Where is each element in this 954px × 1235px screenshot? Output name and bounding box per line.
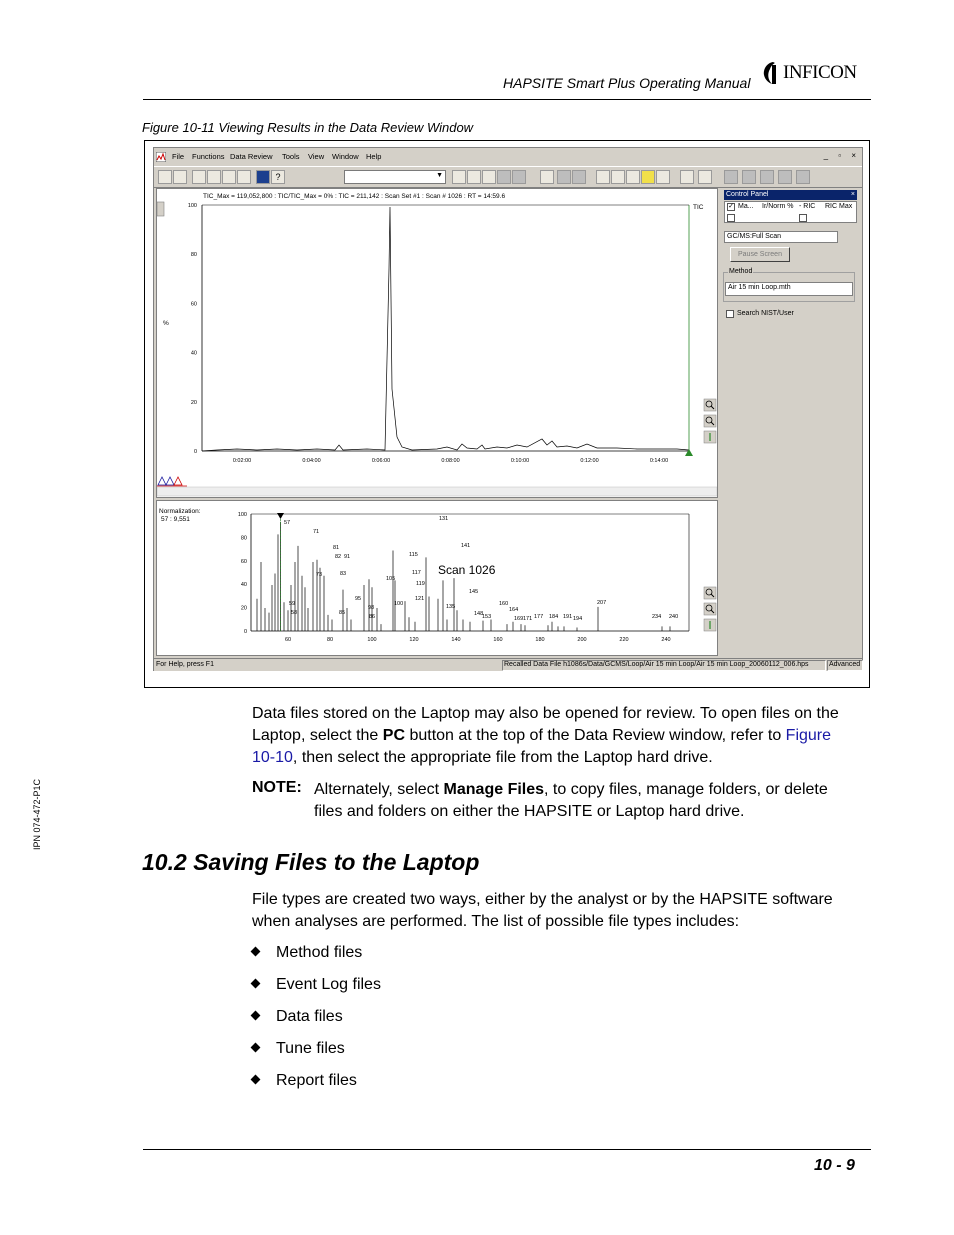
peak-label: 131 — [439, 516, 449, 522]
print-icon[interactable] — [237, 170, 251, 184]
chrom-ytick-label: 80 — [190, 252, 197, 259]
tic-label: TIC — [693, 204, 704, 211]
chrom-xtick-label: 0:08:00 — [441, 458, 460, 464]
nav-icon — [760, 170, 774, 184]
about-icon[interactable] — [256, 170, 270, 184]
chromatogram-pane — [156, 188, 718, 498]
scan-mode-field: GC/MS:Full Scan — [724, 231, 838, 243]
disabled-tool-icon — [497, 170, 511, 184]
spec-xtick-label: 120 — [409, 637, 419, 643]
list-item-text: Event Log files — [276, 976, 381, 993]
status-bar — [154, 658, 862, 671]
inficon-logo — [761, 61, 873, 85]
peak-label: 148 — [474, 611, 484, 617]
peak-label: 234 — [652, 614, 662, 620]
figure-caption: Figure 10-11 Viewing Results in the Data Review Window — [142, 120, 474, 135]
zoom-reset-icon[interactable] — [704, 431, 716, 443]
tic-header: TIC_Max = 119,052,800 : TIC/TIC_Max = 0% : TIC = 211,142 : Scan Set #1 : Scan # 1026 : RT = 14:59.6 — [203, 193, 506, 200]
menu-window[interactable]: Window — [332, 152, 359, 161]
list-item-text: Data files — [276, 1008, 343, 1025]
peak-label: 71 — [313, 529, 320, 535]
chrom-xtick-label: 0:02:00 — [232, 458, 252, 464]
menu-file[interactable]: File — [172, 152, 185, 161]
nav-icon — [724, 170, 738, 184]
paragraph-open-files — [252, 703, 872, 769]
bullet-icon — [251, 979, 261, 989]
chromatogram-icon[interactable] — [467, 170, 481, 184]
spec-xtick-label: 80 — [326, 637, 334, 643]
chrom-ytick-label: 100 — [187, 203, 197, 209]
footer-rule — [143, 1149, 871, 1150]
settings-icon[interactable] — [207, 170, 221, 184]
peak-label: 59 — [289, 601, 296, 607]
list-item-text: Report files — [276, 1072, 357, 1089]
menu-tools[interactable]: Tools — [282, 152, 300, 161]
spec-ytick-label: 100 — [237, 512, 247, 518]
zoom-out-icon[interactable] — [704, 603, 716, 615]
method-combo[interactable]: ▼ — [344, 170, 446, 184]
peak-label: 141 — [461, 543, 471, 549]
file-up-icon[interactable] — [680, 170, 694, 184]
chrom-ytick-label: 20 — [190, 399, 197, 406]
list-item — [252, 1072, 357, 1090]
scan-label: Scan 1026 — [438, 563, 496, 577]
chromatogram-plot — [157, 189, 717, 497]
data-review-screenshot — [144, 140, 870, 688]
note-label: NOTE: — [252, 779, 302, 796]
col-ric-max: RIC Max — [825, 203, 853, 210]
file-down-icon[interactable] — [698, 170, 712, 184]
peak-label: 95 — [355, 596, 362, 602]
chrom-ytick-label: 0 — [193, 449, 197, 455]
compare-icon[interactable] — [611, 170, 625, 184]
peak-label: 119 — [416, 581, 425, 587]
chrom-xtick-label: 0:10:00 — [510, 458, 530, 464]
col-mass: Ma... — [738, 203, 754, 210]
peak-label: 153 — [482, 614, 492, 620]
peak-label: 85 — [339, 610, 346, 616]
list-item-text: Tune files — [276, 1040, 345, 1057]
bullet-icon — [251, 1075, 261, 1085]
chrom-xtick-label: 0:04:00 — [302, 458, 321, 464]
paragraph-text: Laptop, select the — [252, 727, 383, 744]
list-item — [252, 944, 362, 962]
section-heading: 10.2 Saving Files to the Laptop — [142, 849, 480, 875]
save-icon[interactable] — [192, 170, 206, 184]
peak-label: 105 — [386, 576, 396, 582]
col-ric: - RIC — [799, 203, 816, 210]
paragraph-line: when analyses are performed. The list of possible file types includes: — [252, 913, 740, 930]
menu-data-review[interactable]: Data Review — [230, 152, 273, 161]
peak-label: 81 — [333, 545, 340, 551]
peak-label: 240 — [669, 614, 679, 620]
peak-label: 207 — [597, 600, 607, 606]
list-item — [252, 1040, 345, 1058]
spectrum-pane — [156, 500, 718, 656]
peak-label: 145 — [469, 589, 479, 595]
data-review-window — [153, 147, 863, 671]
triangle-markers-icon[interactable] — [157, 477, 187, 486]
paragraph-line: File types are created two ways, either by the analyst or by the HAPSITE software — [252, 891, 833, 908]
mass-checkbox[interactable]: ✓ — [728, 203, 734, 210]
bullet-icon — [251, 947, 261, 957]
method-field: Air 15 min Loop.mth — [725, 282, 853, 296]
chrom-scrollbar[interactable] — [157, 487, 717, 496]
chrom-xtick-label: 0:14:00 — [649, 458, 669, 464]
menu-help[interactable]: Help — [366, 152, 382, 161]
control-panel-title — [724, 190, 857, 200]
peak-label: 91 — [344, 554, 351, 560]
paragraph-line — [252, 747, 872, 769]
warning-icon[interactable] — [641, 170, 655, 184]
logo-text: INFICON — [783, 62, 857, 83]
spec-ytick-label: 40 — [240, 582, 247, 589]
search-nist-label: Search NIST/User — [737, 310, 794, 317]
zoom-reset-icon[interactable] — [704, 619, 716, 631]
control-panel-header — [724, 201, 857, 223]
method-group-label: Method — [729, 268, 753, 275]
disabled-tool-icon — [572, 170, 586, 184]
bullet-icon — [251, 1043, 261, 1053]
chrom-xtick-label: 0:12:00 — [580, 458, 599, 464]
control-panel — [720, 188, 862, 658]
peak-label: 160 — [499, 601, 509, 607]
chrom-xtick-label: 0:06:00 — [371, 458, 391, 464]
spec-xtick-label: 140 — [451, 637, 461, 643]
spec-xtick-label: 240 — [661, 637, 671, 643]
spec-xtick-label: 100 — [367, 637, 377, 643]
menu-view[interactable]: View — [308, 152, 325, 161]
normalization-label: Normalization: — [159, 508, 201, 515]
window-controls[interactable]: _ ▫ × — [823, 151, 860, 160]
search-nist-checkbox[interactable] — [726, 310, 734, 318]
toolbar — [154, 166, 862, 188]
pause-screen-button[interactable]: Pause Screen — [730, 247, 790, 262]
peak-label: 117 — [412, 570, 421, 576]
spec-ytick-label: 60 — [240, 558, 247, 565]
spec-ytick-label: 20 — [240, 605, 247, 612]
peak-label: 58 — [291, 610, 298, 616]
status-mode: Advanced — [829, 661, 861, 668]
header-rule — [143, 99, 871, 100]
peak-label: 171 — [523, 616, 533, 622]
peak-label: 86 — [369, 614, 376, 620]
nist-icon[interactable] — [626, 170, 640, 184]
chrom-ytick-label: 60 — [190, 301, 197, 308]
paragraph-file-types — [252, 889, 872, 933]
peak-label: 98 — [368, 605, 375, 611]
nav-icon — [742, 170, 756, 184]
close-icon[interactable]: × — [850, 191, 855, 198]
paragraph-text: button at the top of the Data Review window, refer to — [405, 727, 786, 744]
scan-marker — [277, 513, 284, 519]
chrom-ytick-label: 40 — [190, 350, 197, 357]
disabled-tool-icon — [557, 170, 571, 184]
spec-xtick-label: 60 — [284, 637, 292, 643]
spec-xtick-label: 180 — [535, 637, 545, 643]
figure-link-number[interactable]: 10-10 — [252, 749, 293, 766]
manage-files-ref: Manage Files — [443, 781, 545, 798]
nav-icon — [796, 170, 810, 184]
list-item — [252, 1008, 343, 1026]
spec-ytick-label: 0 — [243, 629, 247, 635]
paragraph-text: , then select the appropriate file from the Laptop hard drive. — [292, 749, 713, 766]
row-checkbox[interactable] — [727, 214, 735, 222]
zoom-in-icon[interactable] — [704, 587, 716, 599]
page-number: 10 - 9 — [814, 1157, 855, 1174]
note-line — [314, 779, 870, 801]
note-text: Alternately, select — [314, 781, 444, 798]
status-file: Recalled Data File h1086s/Data/GCMS/Loop/Air 15 min Loop/Air 15 min Loop_20060112_006.hps — [504, 661, 809, 668]
library-icon[interactable] — [482, 170, 496, 184]
col-norm: Ir/Norm % — [762, 203, 794, 210]
bullet-icon — [251, 1011, 261, 1021]
list-item — [252, 976, 381, 994]
disabled-tool-icon — [512, 170, 526, 184]
peak-label: 115 — [409, 552, 418, 558]
note-body — [314, 779, 870, 823]
normalization-value: 57 : 9,551 — [161, 516, 190, 523]
spec-xtick-label: 220 — [619, 637, 629, 643]
peak-icon[interactable] — [452, 170, 466, 184]
export-icon[interactable] — [222, 170, 236, 184]
peak-label: 83 — [340, 571, 347, 577]
peak-label: 184 — [549, 614, 559, 620]
spec-ytick-label: 80 — [240, 535, 247, 542]
menu-bar — [154, 148, 862, 166]
pc-button-ref: PC — [382, 727, 405, 744]
peak-label: 164 — [509, 607, 519, 613]
nav-icon — [778, 170, 792, 184]
spectrum-icon[interactable] — [596, 170, 610, 184]
inficon-logo-icon — [761, 61, 781, 85]
peak-label: 100 — [394, 601, 404, 607]
peak-label: 194 — [573, 616, 583, 622]
spec-xtick-label: 200 — [577, 637, 587, 643]
menu-functions[interactable]: Functions — [192, 152, 225, 161]
peak-label: 73 — [316, 572, 323, 578]
zoom-out-icon[interactable] — [704, 415, 716, 427]
peak-label: 121 — [415, 596, 425, 602]
mass-spectrum-plot — [157, 501, 717, 655]
list-item-text: Method files — [276, 944, 363, 961]
peak-label: 169 — [514, 616, 524, 622]
open-folder-icon[interactable] — [158, 170, 172, 184]
document-code: IPN 074-472-P1C — [32, 778, 42, 850]
peak-label: 82 — [335, 554, 342, 560]
zoom-in-icon[interactable] — [704, 399, 716, 411]
peak-label: 191 — [563, 614, 573, 620]
ric-checkbox[interactable] — [799, 214, 807, 222]
spec-xtick-label: 160 — [493, 637, 503, 643]
manual-title: HAPSITE Smart Plus Operating Manual — [503, 75, 751, 91]
paragraph-line: Data files stored on the Laptop may also be opened for review. To open files on the — [252, 705, 839, 722]
note-line: files and folders on either the HAPSITE or Laptop hard drive. — [314, 803, 745, 820]
scale-spinner[interactable] — [157, 202, 164, 216]
help-icon[interactable]: ? — [271, 170, 285, 184]
peak-label: 57 — [284, 520, 291, 526]
peak-label: 177 — [534, 614, 544, 620]
chrom-ylabel: % — [163, 320, 169, 327]
tic-trace — [202, 207, 689, 451]
app-icon[interactable] — [156, 152, 166, 164]
abs-dis-icon[interactable] — [656, 170, 670, 184]
figure-link[interactable]: Figure — [785, 727, 832, 744]
status-help: For Help, press F1 — [156, 661, 214, 668]
paragraph-line — [252, 725, 872, 747]
control-panel-title-text: Control Panel — [726, 191, 769, 198]
note-text: , to copy files, manage folders, or delete — [544, 781, 828, 798]
peak-label: 135 — [446, 604, 456, 610]
ec-icon[interactable] — [540, 170, 554, 184]
open-file-icon[interactable] — [173, 170, 187, 184]
